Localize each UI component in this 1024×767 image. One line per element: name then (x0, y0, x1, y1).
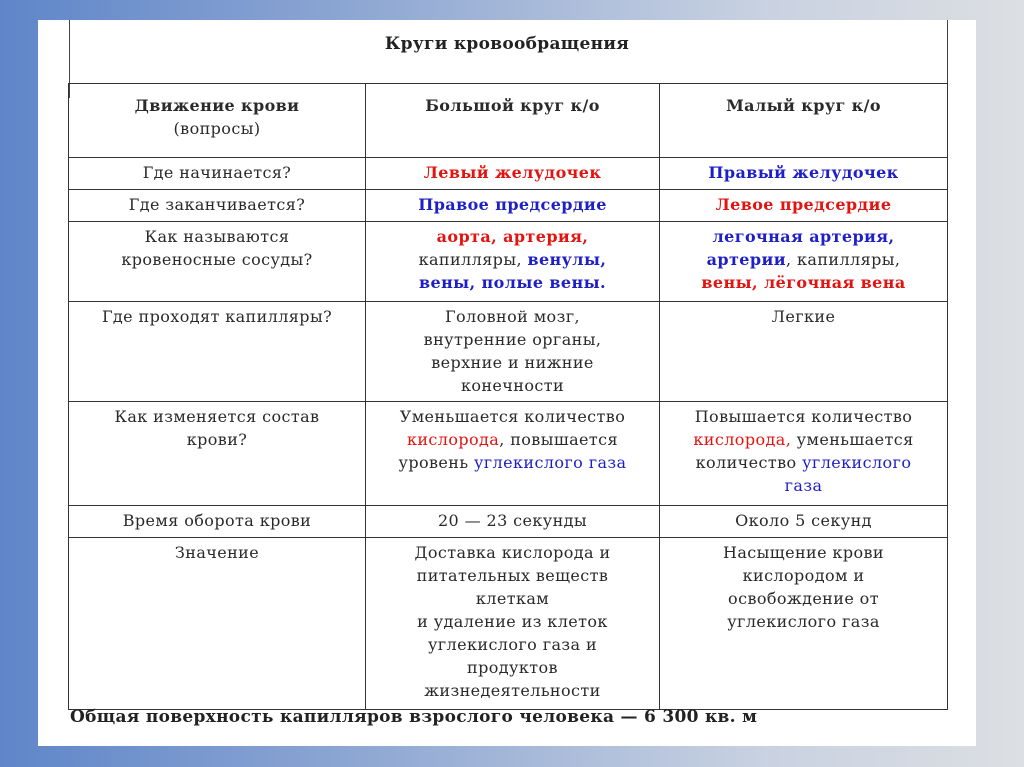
big-circle-cell (366, 158, 660, 190)
document-sheet (38, 20, 976, 746)
cell-text: и удаление из клеток (417, 612, 608, 631)
table-row (69, 402, 948, 506)
cell-text: Головной мозг, (445, 307, 580, 326)
cell-text: артерии (706, 250, 787, 269)
header-big-circle: Большой круг к/о (366, 84, 660, 158)
cell-text: аорта, артерия, (436, 227, 589, 246)
cell-text: углекислого газа (473, 453, 627, 472)
cell-text: Доставка кислорода и (414, 543, 611, 562)
header-questions-line1: Движение крови (134, 96, 300, 115)
cell-text: вены, лёгочная вена (701, 273, 906, 292)
cell-text: уровень (398, 453, 469, 472)
cell-text: газа (784, 476, 823, 495)
page-title: Круги кровообращения (384, 34, 630, 54)
cell-text: кислородом и (742, 566, 865, 585)
cell-text: Правый желудочек (708, 163, 899, 182)
cell-text: кровеносные сосуды? (121, 250, 313, 269)
cell-text: Как называются (144, 227, 290, 246)
big-circle-cell (366, 190, 660, 222)
cell-text: капилляры, (418, 250, 522, 269)
cell-text: , капилляры, (786, 250, 901, 269)
small-circle-cell (660, 158, 948, 190)
cell-text: Уменьшается количество (399, 407, 626, 426)
big-circle-cell (366, 538, 660, 710)
header-small-circle: Малый круг к/о (660, 84, 948, 158)
cell-text: углекислого (802, 453, 912, 472)
cell-text: жизнедеятельности (424, 681, 601, 700)
cell-text: легочная артерия, (712, 227, 895, 246)
small-circle-cell (660, 222, 948, 302)
cell-text: углекислого газа (727, 612, 880, 631)
question-cell: Значение (69, 538, 366, 710)
big-circle-cell: 20 — 23 секунды (366, 506, 660, 538)
cell-text: питательных веществ (416, 566, 609, 585)
header-questions (69, 84, 366, 158)
cell-text: углекислого газа и (427, 635, 598, 654)
cell-text: клеткам (475, 589, 550, 608)
cell-text: конечности (460, 376, 565, 395)
cell-text: кислорода (406, 430, 500, 449)
table-row (69, 538, 948, 710)
small-circle-cell (660, 538, 948, 710)
table-row (69, 158, 948, 190)
cell-text: кислорода, (693, 430, 792, 449)
question-cell: Где начинается? (69, 158, 366, 190)
question-cell: Где проходят капилляры? (69, 302, 366, 402)
cell-text: Левое предсердие (715, 195, 892, 214)
question-cell (69, 402, 366, 506)
big-circle-cell (366, 402, 660, 506)
table-row (69, 222, 948, 302)
table-row (69, 302, 948, 402)
small-circle-cell: Легкие (660, 302, 948, 402)
table-header-row (69, 84, 948, 158)
header-questions-line2: (вопросы) (173, 119, 261, 138)
question-cell (69, 222, 366, 302)
cell-text: Правое предсердие (418, 195, 607, 214)
small-circle-cell (660, 402, 948, 506)
table-row (69, 190, 948, 222)
cell-text: вены, полые вены. (418, 273, 607, 292)
cell-text: Как изменяется состав (114, 407, 320, 426)
cell-text: Повышается количество (694, 407, 913, 426)
question-cell: Время оборота крови (69, 506, 366, 538)
cell-text: освобождение от (728, 589, 879, 608)
circulation-table (68, 83, 948, 710)
small-circle-cell (660, 190, 948, 222)
cell-text: продуктов (467, 658, 558, 677)
question-cell: Где заканчивается? (69, 190, 366, 222)
cell-text: Левый желудочек (423, 163, 602, 182)
cell-text: Насыщение крови (723, 543, 884, 562)
cell-text: венулы, (527, 250, 607, 269)
cell-text: уменьшается (791, 430, 914, 449)
big-circle-cell (366, 222, 660, 302)
cell-text: количество (695, 453, 797, 472)
cell-text: , повышается (499, 430, 619, 449)
cell-text: крови? (186, 430, 248, 449)
table-row (69, 506, 948, 538)
small-circle-cell: Около 5 секунд (660, 506, 948, 538)
cell-text: верхние и нижние (431, 353, 594, 372)
big-circle-cell (366, 302, 660, 402)
cell-text: внутренние органы, (423, 330, 602, 349)
footer-note: Общая поверхность капилляров взрослого человека — 6 300 кв. м (70, 707, 758, 727)
